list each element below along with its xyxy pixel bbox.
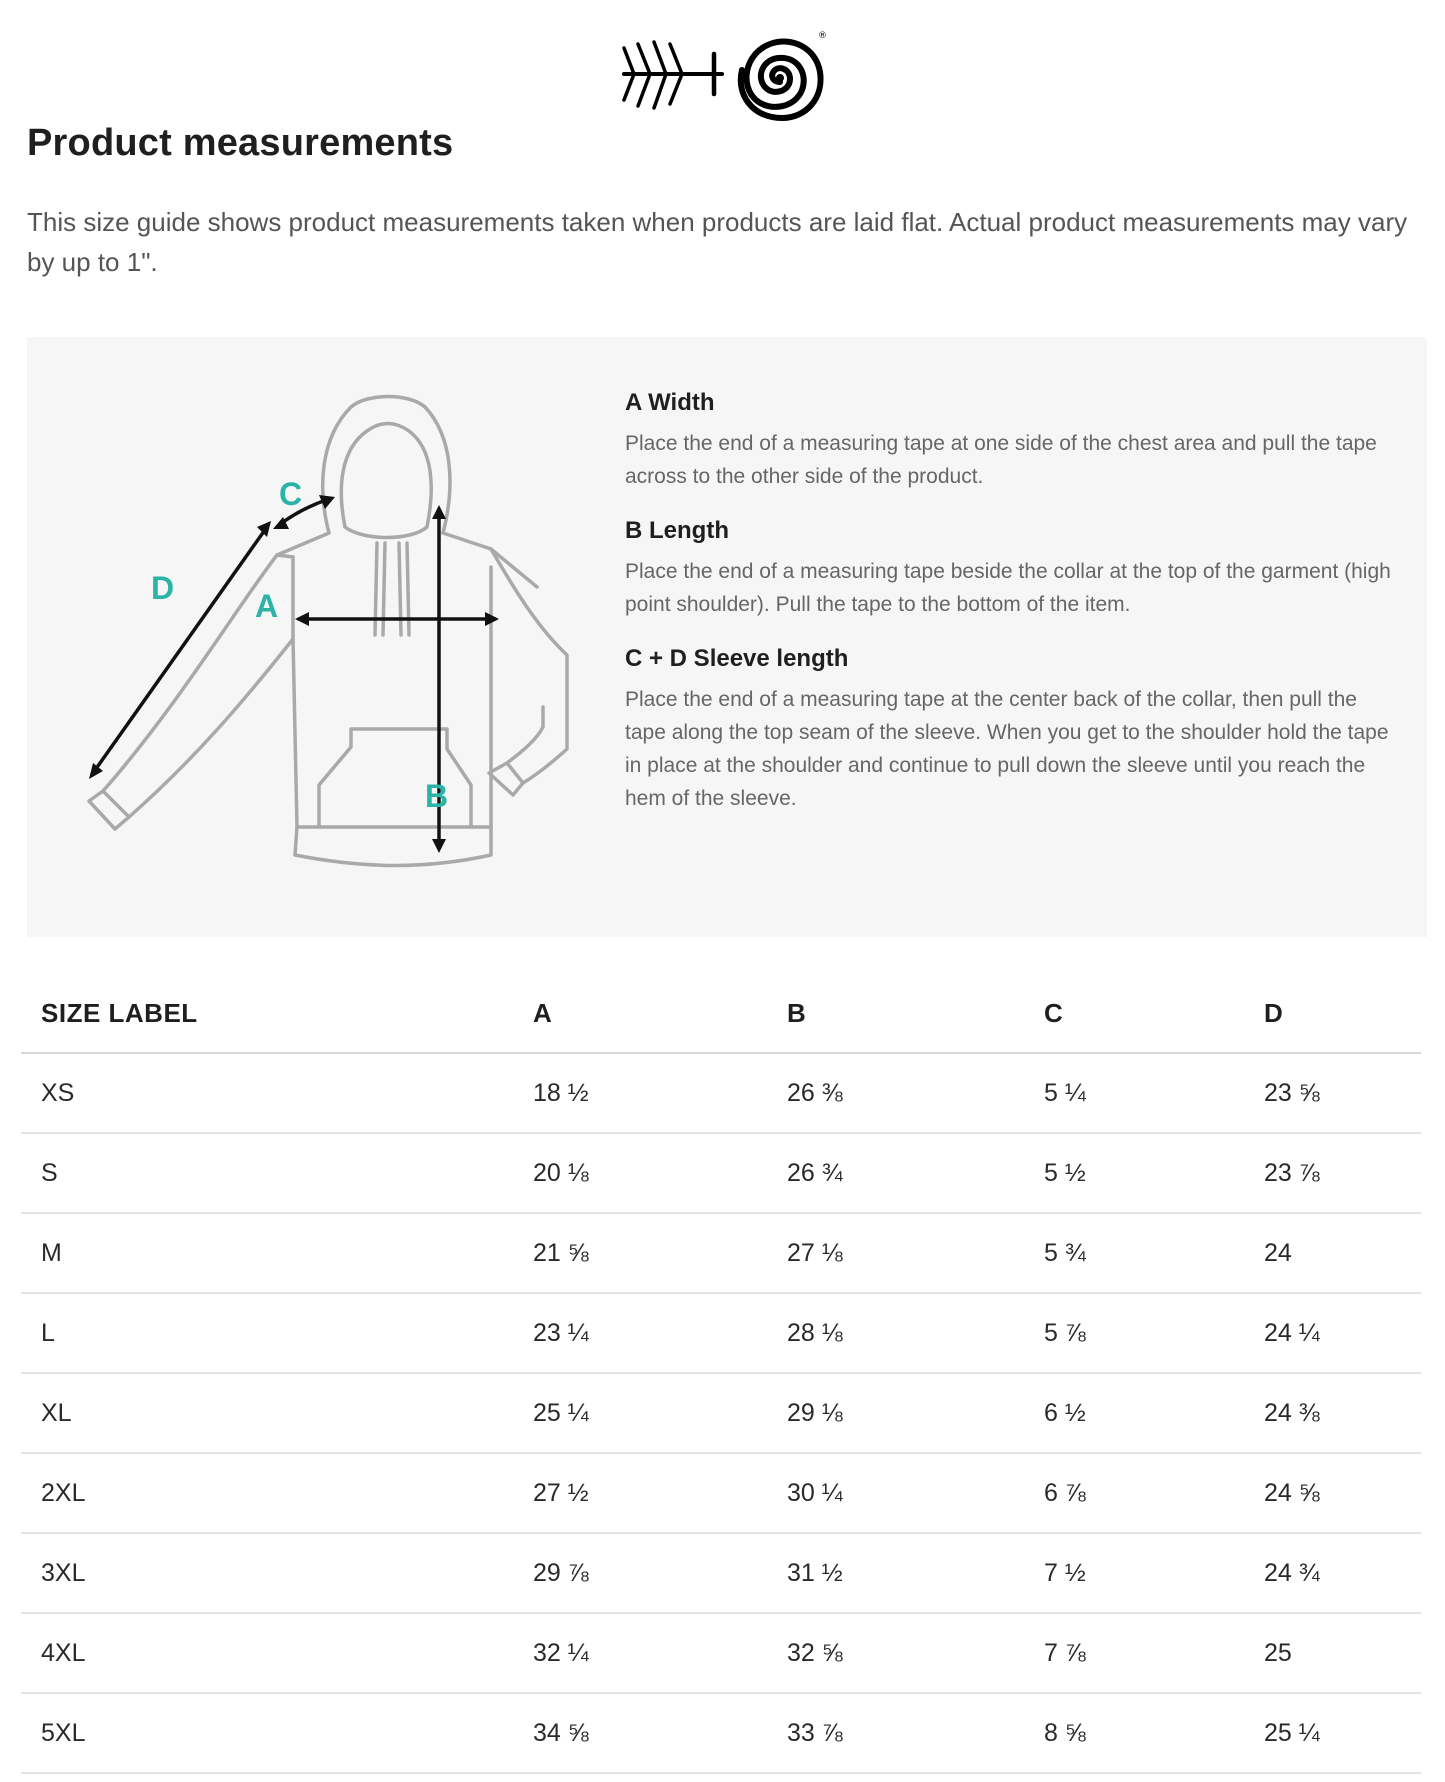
- label-a: A: [255, 588, 279, 624]
- a-cell: 18 ½: [513, 1053, 767, 1133]
- table-row: [21, 1053, 1421, 1133]
- size-cell: XL: [21, 1373, 513, 1453]
- b-cell: 31 ½: [767, 1533, 1024, 1613]
- d-cell: 25: [1244, 1613, 1421, 1693]
- size-cell: 5XL: [21, 1693, 513, 1773]
- arrow-spiral-logo-icon: [620, 22, 830, 122]
- b-cell: 33 ⅞: [767, 1693, 1024, 1773]
- header-c: C: [1024, 975, 1244, 1053]
- d-cell: 24 ¼: [1244, 1293, 1421, 1373]
- width-heading: A Width: [625, 389, 715, 416]
- b-cell: 28 ⅛: [767, 1293, 1024, 1373]
- size-cell: XS: [21, 1053, 513, 1133]
- b-cell: 26 ⅜: [767, 1053, 1024, 1133]
- size-cell: M: [21, 1213, 513, 1293]
- a-cell: 29 ⅞: [513, 1533, 767, 1613]
- a-cell: 21 ⅝: [513, 1213, 767, 1293]
- registered-mark: ®: [818, 31, 827, 41]
- d-cell: 24 ¾: [1244, 1533, 1421, 1613]
- sleeve-length-text: Place the end of a measuring tape at the center back of the collar, then pull the tape along the top seam of the sleeve. When you get to the shoulder hold the tape in place at the shoulder and continue to pull down the sleeve until you reach the hem of the sleeve.: [625, 688, 1389, 810]
- a-cell: 23 ¼: [513, 1293, 767, 1373]
- table-row: [21, 1213, 1421, 1293]
- d-cell: 23 ⅝: [1244, 1053, 1421, 1133]
- a-cell: 34 ⅝: [513, 1693, 767, 1773]
- measurement-instructions: [625, 389, 1395, 839]
- size-table: [21, 975, 1421, 1774]
- b-cell: 32 ⅝: [767, 1613, 1024, 1693]
- header-d: D: [1244, 975, 1421, 1053]
- table-header-row: [21, 975, 1421, 1053]
- d-cell: 25 ¼: [1244, 1693, 1421, 1773]
- header-a: A: [513, 975, 767, 1053]
- table-row: [21, 1293, 1421, 1373]
- width-text: Place the end of a measuring tape at one side of the chest area and pull the tape across to the other side of the product.: [625, 432, 1377, 488]
- a-cell: 20 ⅛: [513, 1133, 767, 1213]
- table-row: [21, 1693, 1421, 1773]
- c-cell: 7 ⅞: [1024, 1613, 1244, 1693]
- c-cell: 5 ¾: [1024, 1213, 1244, 1293]
- d-cell: 24 ⅜: [1244, 1373, 1421, 1453]
- b-cell: 27 ⅛: [767, 1213, 1024, 1293]
- b-cell: 29 ⅛: [767, 1373, 1024, 1453]
- c-cell: 8 ⅝: [1024, 1693, 1244, 1773]
- label-c: C: [279, 476, 303, 512]
- page-title: Product measurements: [27, 122, 454, 164]
- d-cell: 24: [1244, 1213, 1421, 1293]
- label-b: B: [425, 778, 449, 814]
- size-cell: S: [21, 1133, 513, 1213]
- d-cell: 24 ⅝: [1244, 1453, 1421, 1533]
- size-cell: L: [21, 1293, 513, 1373]
- a-cell: 32 ¼: [513, 1613, 767, 1693]
- length-text: Place the end of a measuring tape beside the collar at the top of the garment (high point shoulder). Pull the tape to the bottom of the item.: [625, 560, 1391, 616]
- c-cell: 5 ¼: [1024, 1053, 1244, 1133]
- header-b: B: [767, 975, 1024, 1053]
- c-cell: 6 ⅞: [1024, 1453, 1244, 1533]
- c-cell: 6 ½: [1024, 1373, 1244, 1453]
- d-cell: 23 ⅞: [1244, 1133, 1421, 1213]
- size-cell: 3XL: [21, 1533, 513, 1613]
- a-cell: 25 ¼: [513, 1373, 767, 1453]
- length-heading: B Length: [625, 517, 729, 544]
- a-cell: 27 ½: [513, 1453, 767, 1533]
- size-cell: 2XL: [21, 1453, 513, 1533]
- header-size-label: SIZE LABEL: [21, 975, 513, 1053]
- table-row: [21, 1453, 1421, 1533]
- size-cell: 4XL: [21, 1613, 513, 1693]
- hoodie-measurement-diagram-icon: [67, 377, 627, 897]
- c-cell: 5 ⅞: [1024, 1293, 1244, 1373]
- intro-text: This size guide shows product measurements taken when products are laid flat. Actual product measurements may vary by up to 1".: [27, 207, 1408, 277]
- table-row: [21, 1533, 1421, 1613]
- b-cell: 30 ¼: [767, 1453, 1024, 1533]
- c-cell: 5 ½: [1024, 1133, 1244, 1213]
- measurement-guide-panel: [27, 337, 1427, 937]
- table-row: [21, 1613, 1421, 1693]
- table-row: [21, 1133, 1421, 1213]
- b-cell: 26 ¾: [767, 1133, 1024, 1213]
- table-row: [21, 1373, 1421, 1453]
- label-d: D: [151, 570, 175, 606]
- sleeve-length-heading: C + D Sleeve length: [625, 645, 849, 672]
- c-cell: 7 ½: [1024, 1533, 1244, 1613]
